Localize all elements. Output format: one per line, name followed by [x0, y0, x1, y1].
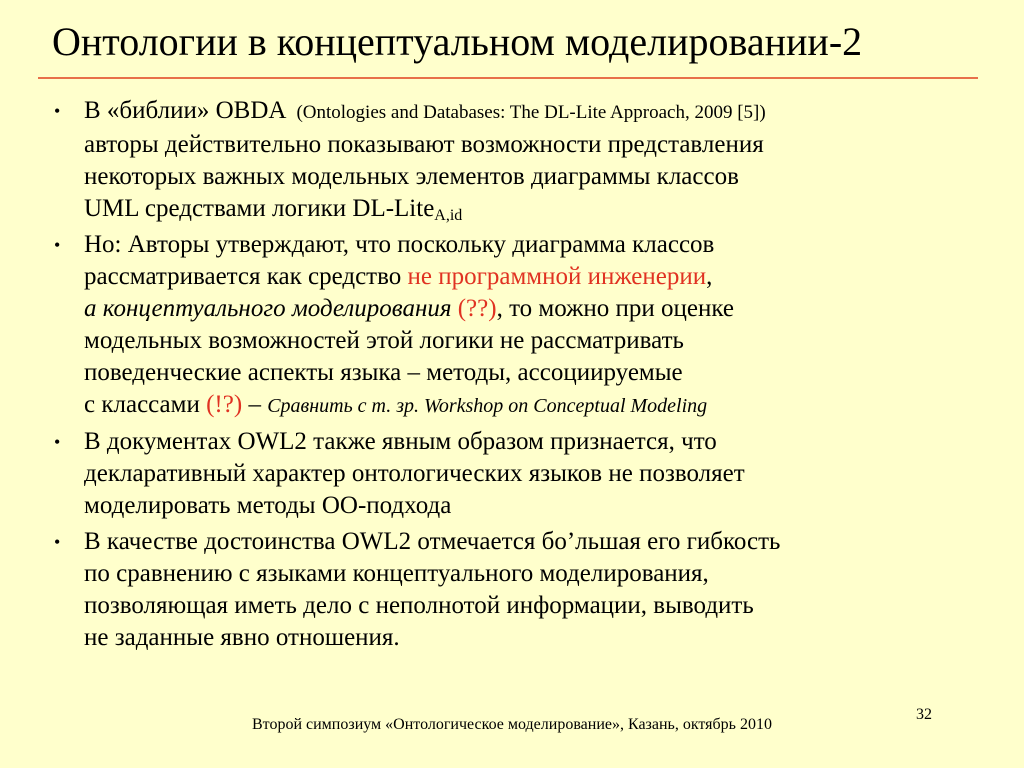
bullet-4-line-1: В качестве достоинства OWL2 отмечается бо’льшая его гибкость — [84, 528, 781, 555]
bullet-1-lead: В «библии» OBDA — [84, 97, 287, 124]
bullet-2-comma: , — [706, 263, 713, 290]
bullet-item-3 — [50, 426, 970, 522]
bullet-2-dash: – — [248, 391, 261, 418]
bullet-item-4 — [50, 526, 970, 654]
bullet-1-line-3: UML средствами логики DL-Lite — [84, 195, 435, 222]
slide-footer — [0, 716, 1024, 734]
bullet-2-line-4: модельных возможностей этой логики не рассматривать — [84, 327, 684, 354]
bullet-2-line-3-tail: , то можно при оценке — [496, 295, 735, 322]
bullet-2-line-6: с классами — [84, 391, 200, 418]
bullet-1-reference: (Ontologies and Databases: The DL-Lite Approach, 2009 [5]) — [296, 102, 766, 123]
bullet-item-2 — [50, 229, 970, 422]
bullet-3-line-1: В документах OWL2 также явным образом признается, что — [84, 428, 717, 455]
bullet-1-line-2: некоторых важных модельных элементов диаграммы классов — [84, 163, 739, 190]
bullet-2-red-exclaim: (!?) — [206, 391, 243, 418]
bullet-3-line-2: декларативный характер онтологических языков не позволяет — [84, 460, 745, 487]
bullet-2-italic-phrase: а концептуального моделирования — [84, 295, 452, 322]
bullet-list — [50, 95, 970, 658]
footer-text: Второй симпозиум «Онтологическое моделирование», Казань, октябрь 2010 — [252, 716, 772, 733]
page-number: 32 — [916, 706, 932, 723]
slide-title: Онтологии в концептуальном моделировании-2 — [52, 19, 863, 64]
bullet-2-red-question: (??) — [457, 295, 497, 322]
bullet-2-line-1: Но: Авторы утверждают, что поскольку диаграмма классов — [84, 231, 715, 258]
title-underline — [38, 77, 978, 79]
bullet-3-line-3: моделировать методы ОО-подхода — [84, 492, 452, 519]
bullet-2-compare-note: Сравнить с т. зр. Workshop on Conceptual Modeling — [267, 395, 708, 417]
bullet-1-subscript: A,id — [434, 207, 463, 224]
bullet-icon: • — [54, 532, 61, 552]
bullet-4-line-3: позволяющая иметь дело с неполнотой информации, выводить — [84, 592, 754, 619]
bullet-2-red-phrase: не программной инженерии — [407, 263, 707, 290]
bullet-icon: • — [54, 432, 61, 452]
bullet-item-1 — [50, 95, 970, 225]
bullet-2-line-2: рассматривается как средство — [84, 263, 402, 290]
bullet-4-line-2: по сравнению с языками концептуального моделирования, — [84, 560, 709, 587]
bullet-icon: • — [54, 235, 61, 255]
bullet-2-line-5: поведенческие аспекты языка – методы, ассоциируемые — [84, 359, 683, 386]
bullet-icon: • — [54, 101, 61, 121]
bullet-4-line-4: не заданные явно отношения. — [84, 624, 400, 651]
bullet-1-line-1: авторы действительно показывают возможности представления — [84, 131, 764, 158]
